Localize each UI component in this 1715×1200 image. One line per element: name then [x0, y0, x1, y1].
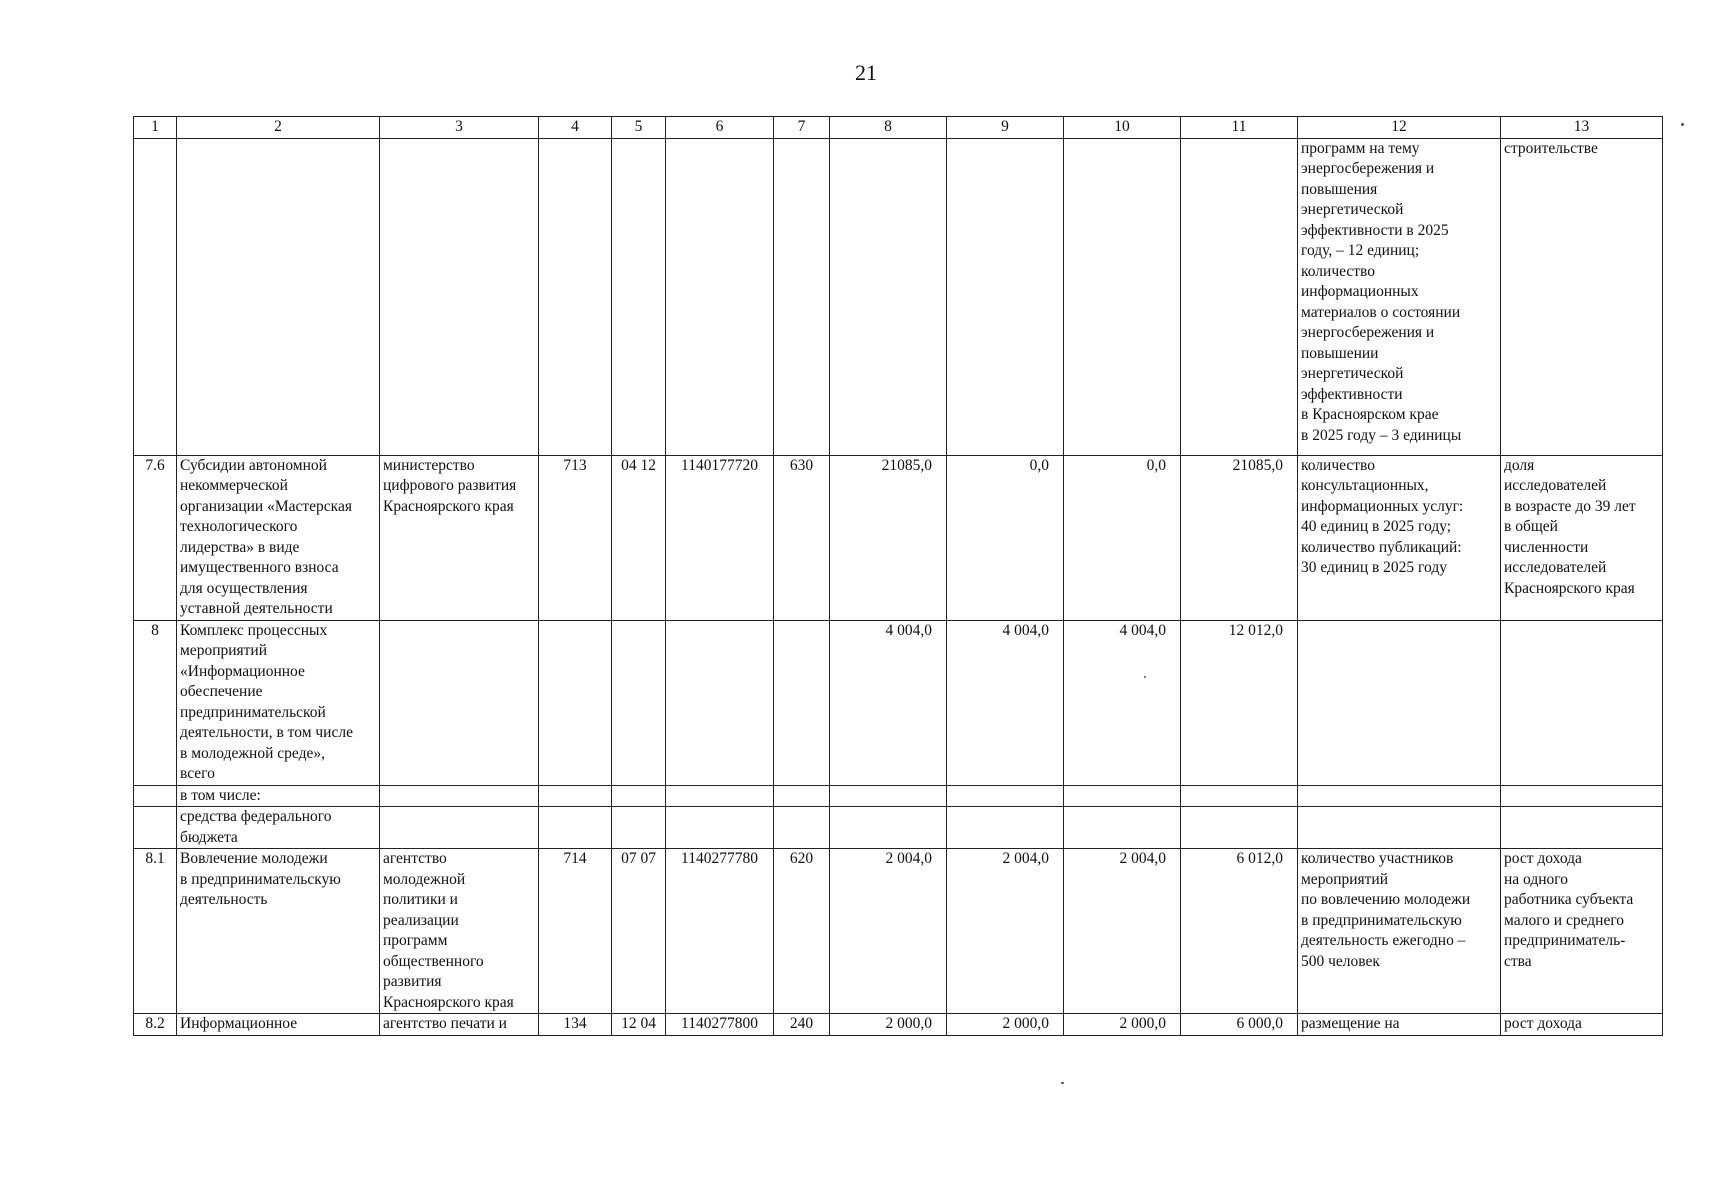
executor: агентство печати и [380, 1014, 539, 1036]
amount-year-2: 4 004,0 [947, 620, 1064, 785]
page-number: 21 [855, 60, 877, 85]
amount-year-3: 2 000,0 [1064, 1014, 1181, 1036]
amount-year-1: 21085,0 [830, 455, 947, 620]
target-cell: рост дохода [1501, 1014, 1663, 1036]
header-cell: 7 [774, 117, 830, 139]
header-cell: 13 [1501, 117, 1663, 139]
amount-total: 12 012,0 [1181, 620, 1298, 785]
indicator-cell: размещение на [1298, 1014, 1501, 1036]
measure-name: в том числе: [177, 785, 380, 807]
executor: агентство молодежной политики и реализации программ общественного развития Красноярского края [380, 849, 539, 1014]
measure-name: Вовлечение молодежи в предпринимательскую деятельность [177, 849, 380, 1014]
target-article: 1140177720 [666, 455, 774, 620]
table-header-row [134, 117, 1663, 139]
measure-name: Информационное [177, 1014, 380, 1036]
header-cell: 12 [1298, 117, 1501, 139]
header-cell: 6 [666, 117, 774, 139]
grbs-code: 714 [539, 849, 612, 1014]
header-cell: 5 [612, 117, 666, 139]
amount-year-1: 2 000,0 [830, 1014, 947, 1036]
scan-speck [1061, 1082, 1064, 1084]
row-number: 8 [134, 620, 177, 785]
header-cell: 2 [177, 117, 380, 139]
table-row-7-6 [134, 455, 1663, 620]
table-row-8 [134, 620, 1663, 785]
target-cell: строительстве [1501, 138, 1663, 455]
scan-speck [1144, 676, 1146, 678]
indicator-cell: программ на тему энергосбережения и повышения энергетической эффективности в 2025 году, – 12 единиц; количество информационных материалов о состоянии энергосбережения и повышении энергетической эффективности в Красноярском крае в 2025 году – 3 единицы [1298, 138, 1501, 455]
expense-type: 630 [774, 455, 830, 620]
table-row-continuation [134, 138, 1663, 455]
measure-name: Комплекс процессных мероприятий «Информационное обеспечение предпринимательской деятельности, в том числе в молодежной среде», всего [177, 620, 380, 785]
header-cell: 8 [830, 117, 947, 139]
header-cell: 9 [947, 117, 1064, 139]
amount-year-1: 4 004,0 [830, 620, 947, 785]
header-cell: 10 [1064, 117, 1181, 139]
executor: министерство цифрового развития Красноярского края [380, 455, 539, 620]
row-number: 8.2 [134, 1014, 177, 1036]
header-cell: 11 [1181, 117, 1298, 139]
target-article: 1140277800 [666, 1014, 774, 1036]
section-code: 07 07 [612, 849, 666, 1014]
amount-year-3: 2 004,0 [1064, 849, 1181, 1014]
expense-type: 240 [774, 1014, 830, 1036]
program-table [133, 116, 1663, 1036]
header-cell: 1 [134, 117, 177, 139]
amount-year-2: 2 004,0 [947, 849, 1064, 1014]
table-row-federal [134, 807, 1663, 849]
target-cell: рост дохода на одного работника субъекта малого и среднего предприниматель- ства [1501, 849, 1663, 1014]
row-number: 8.1 [134, 849, 177, 1014]
amount-year-3: 4 004,0 [1064, 620, 1181, 785]
target-article: 1140277780 [666, 849, 774, 1014]
grbs-code: 134 [539, 1014, 612, 1036]
amount-year-2: 0,0 [947, 455, 1064, 620]
amount-total: 6 000,0 [1181, 1014, 1298, 1036]
measure-name: Субсидии автономной некоммерческой организации «Мастерская технологического лидерства» в виде имущественного взноса для осуществления уставной деятельности [177, 455, 380, 620]
indicator-cell: количество участников мероприятий по вовлечению молодежи в предпринимательскую деятельность ежегодно – 500 человек [1298, 849, 1501, 1014]
target-cell: доля исследователей в возрасте до 39 лет в общей численности исследователей Красноярского края [1501, 455, 1663, 620]
header-cell: 3 [380, 117, 539, 139]
amount-year-2: 2 000,0 [947, 1014, 1064, 1036]
measure-name: средства федерального бюджета [177, 807, 380, 849]
amount-year-1: 2 004,0 [830, 849, 947, 1014]
grbs-code: 713 [539, 455, 612, 620]
row-number: 7.6 [134, 455, 177, 620]
amount-total: 21085,0 [1181, 455, 1298, 620]
scan-speck [1681, 123, 1684, 126]
section-code: 04 12 [612, 455, 666, 620]
indicator-cell: количество консультационных, информационных услуг: 40 единиц в 2025 году; количество публикаций: 30 единиц в 2025 году [1298, 455, 1501, 620]
table-row-8-2 [134, 1014, 1663, 1036]
table-row-including [134, 785, 1663, 807]
amount-total: 6 012,0 [1181, 849, 1298, 1014]
amount-year-3: 0,0 [1064, 455, 1181, 620]
header-cell: 4 [539, 117, 612, 139]
table-row-8-1 [134, 849, 1663, 1014]
expense-type: 620 [774, 849, 830, 1014]
section-code: 12 04 [612, 1014, 666, 1036]
